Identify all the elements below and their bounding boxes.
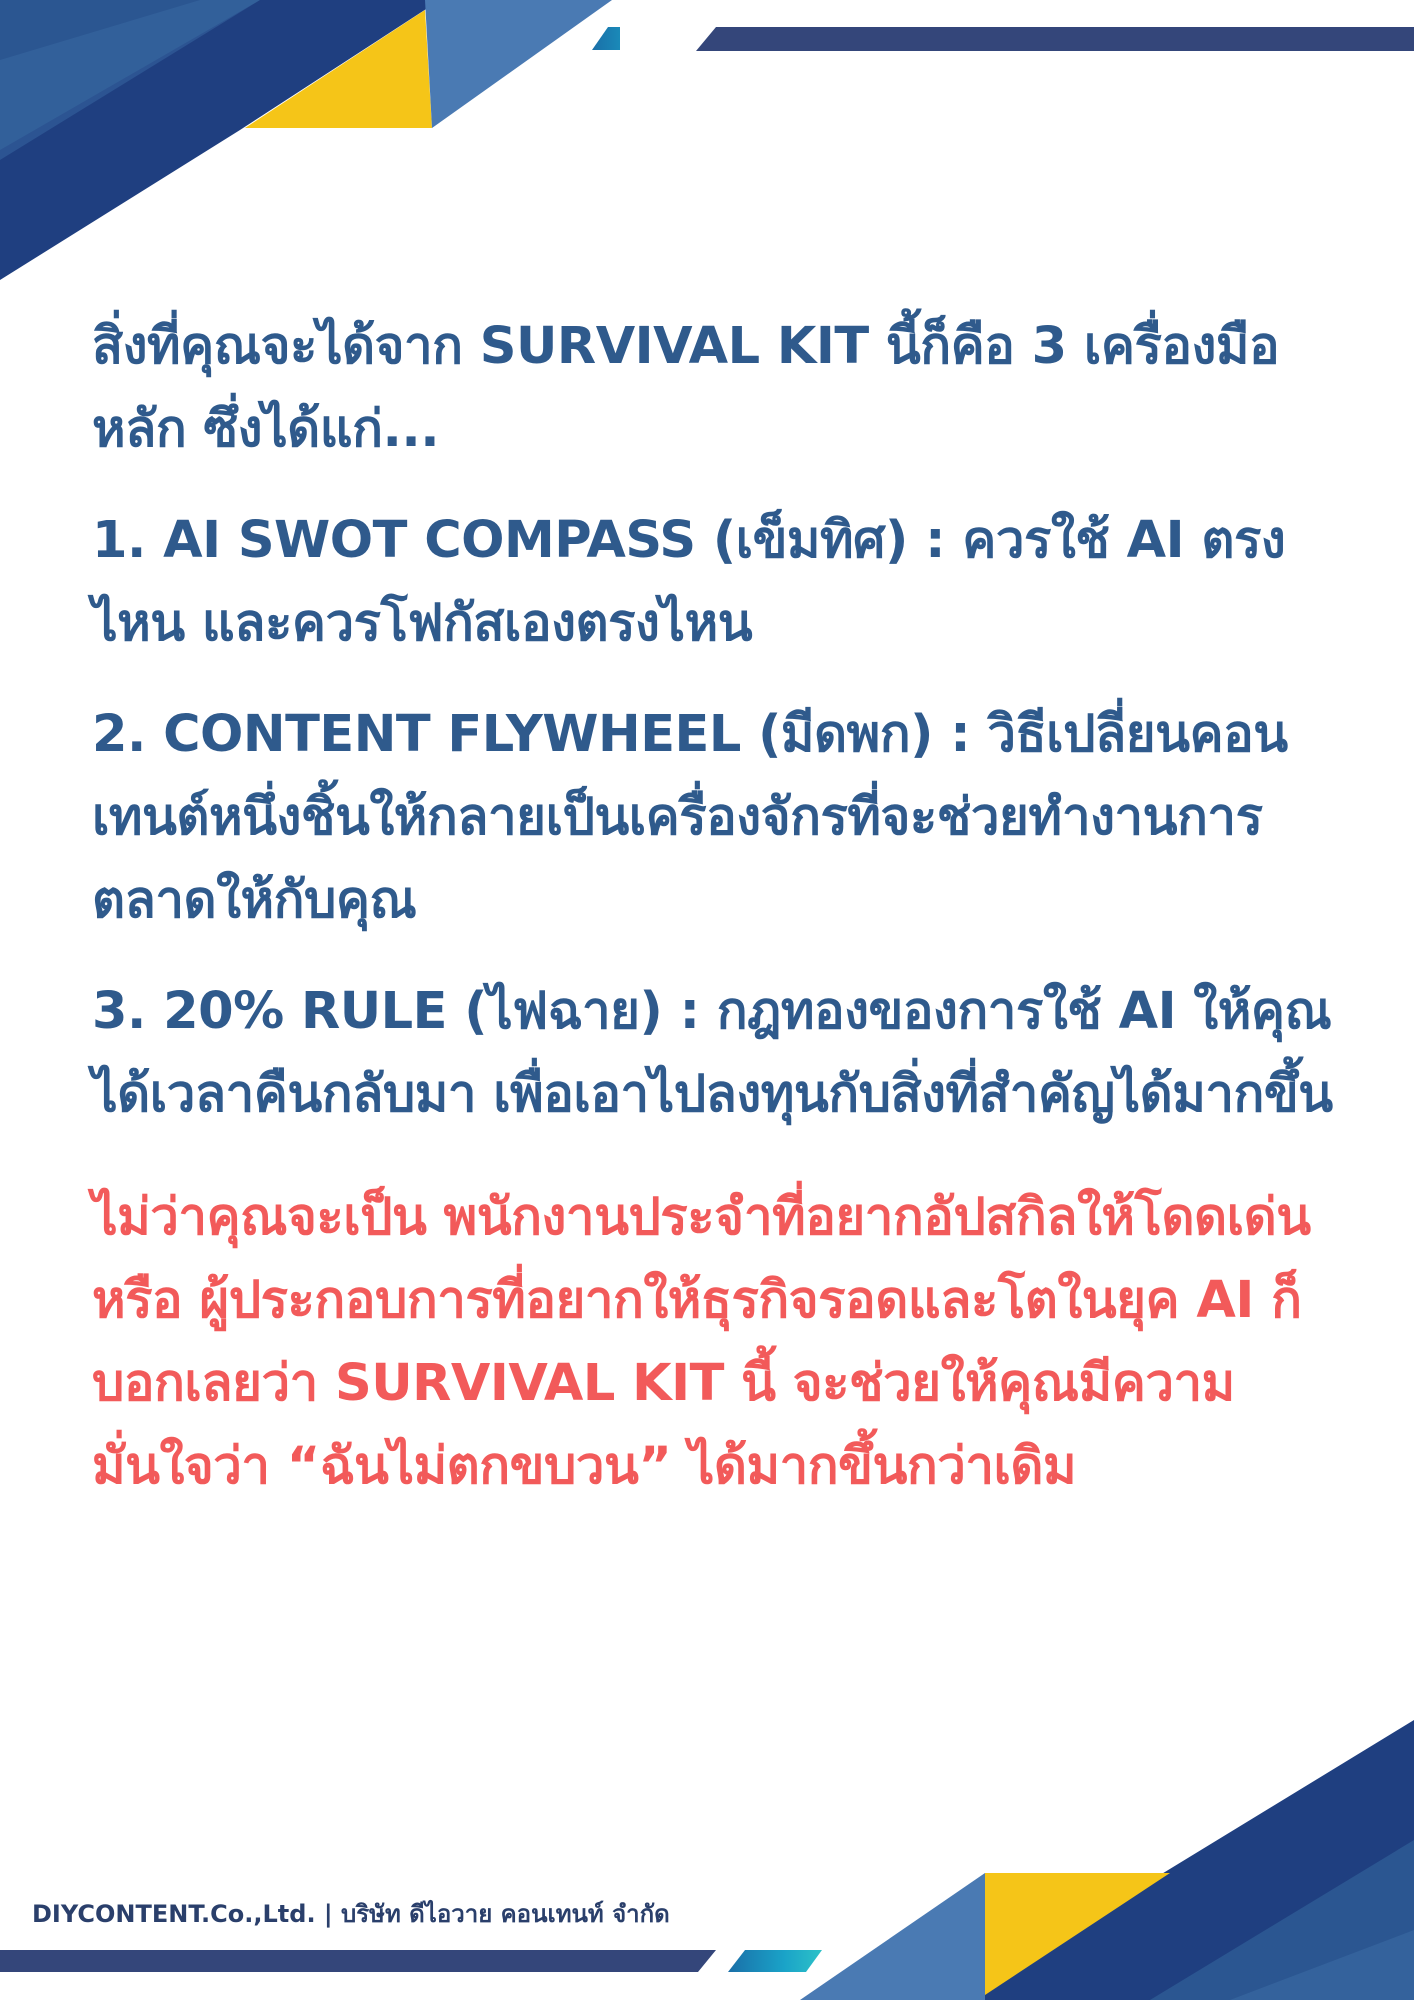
- closing-statement: ไม่ว่าคุณจะเป็น พนักงานประจำที่อยากอัปสกิลให้โดดเด่น หรือ ผู้ประกอบการที่อยากให้ธุรกิจรอดและโตในยุค AI ก็บอกเลยว่า SURVIVAL KIT นี้ จะช่วยให้คุณมีความมั่นใจว่า “ฉันไม่ตกขบวน” ได้มากขึ้นกว่าเดิม: [92, 1188, 1311, 1496]
- main-content: [92, 305, 1352, 1536]
- tool-item-20-rule: 3. 20% RULE (ไฟฉาย) : กฎทองของการใช้ AI ให้คุณได้เวลาคืนกลับมา เพื่อเอาไปลงทุนกับสิ่งที่สำคัญได้มากขึ้น: [92, 982, 1333, 1124]
- tool-item-flywheel: 2. CONTENT FLYWHEEL (มีดพก) : วิธีเปลี่ยนคอนเทนต์หนึ่งชิ้นให้กลายเป็นเครื่องจักรที่จะช่วยทำงานการตลาดให้กับคุณ: [92, 705, 1288, 930]
- intro-heading: สิ่งที่คุณจะได้จาก SURVIVAL KIT นี้ก็คือ 3 เครื่องมือหลัก ซึ่งได้แก่...: [92, 317, 1280, 459]
- tool-item-compass: 1. AI SWOT COMPASS (เข็มทิศ) : ควรใช้ AI ตรงไหน และควรโฟกัสเองตรงไหน: [92, 511, 1286, 653]
- company-footer: DIYCONTENT.Co.,Ltd. | บริษัท ดีไอวาย คอนเทนท์ จำกัด: [32, 1900, 670, 1928]
